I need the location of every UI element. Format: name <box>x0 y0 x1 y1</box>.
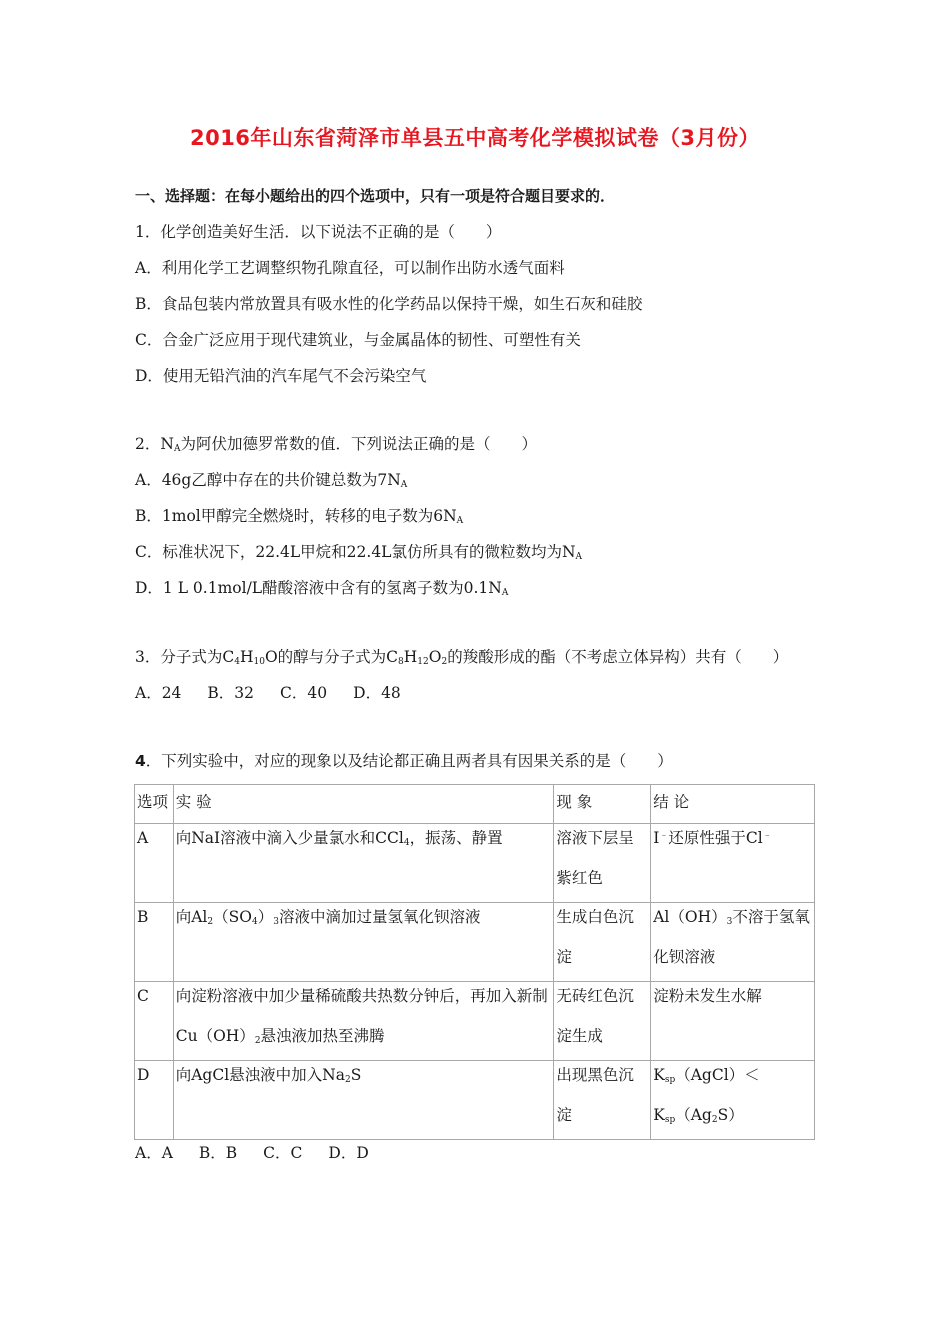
header-experiment: 实 验 <box>173 785 554 824</box>
question-1-option-c: C．合金广泛应用于现代建筑业，与金属晶体的韧性、可塑性有关 <box>135 331 581 349</box>
row-b-experiment: 向$Al_2(SO_4)_3$溶液中滴加过量氢氧化钡溶液 <box>173 903 554 982</box>
row-d-experiment: 向AgCl悬浊液中加入$Na_2S$ <box>173 1061 554 1140</box>
row-d-option: D <box>135 1061 174 1140</box>
row-c-option: C <box>135 982 174 1061</box>
section-heading: 一、选择题：在每小题给出的四个选项中，只有一项是符合题目要求的． <box>135 187 616 205</box>
row-d-conclusion: $K_{sp}(AgCl)<$ $K_{sp}(Ag_2S)$ <box>651 1061 815 1140</box>
header-option: 选项 <box>135 785 174 824</box>
question-2-stem: 2．$N_A$为阿伏加德罗常数的值．下列说法正确的是（ ） <box>135 435 537 454</box>
row-d-phenomenon: 出现黑色沉淀 <box>554 1061 651 1140</box>
header-phenomenon: 现 象 <box>554 785 651 824</box>
row-b-option: B <box>135 903 174 982</box>
row-c-conclusion: 淀粉未发生水解 <box>651 982 815 1061</box>
header-conclusion: 结 论 <box>651 785 815 824</box>
experiment-table <box>134 784 815 1140</box>
row-b-conclusion: $Al(OH)_3$不溶于氢氧化钡溶液 <box>651 903 815 982</box>
table-row <box>135 903 815 982</box>
question-1-option-a: A．利用化学工艺调整织物孔隙直径，可以制作出防水透气面料 <box>135 259 565 277</box>
table-row <box>135 1061 815 1140</box>
question-4-option-b: B．B <box>198 1144 238 1162</box>
question-1-option-d: D．使用无铅汽油的汽车尾气不会污染空气 <box>135 367 427 385</box>
page-title: 2016年山东省菏泽市单县五中高考化学模拟试卷（3月份） <box>189 126 761 150</box>
question-4-option-a: A．A <box>135 1144 173 1162</box>
question-4-option-d: D．D <box>328 1144 369 1162</box>
row-c-experiment: 向淀粉溶液中加少量稀硫酸共热数分钟后，再加入新制$Cu(OH)_2$悬浊液加热至沸腾 <box>173 982 554 1061</box>
question-4-stem: 4．下列实验中，对应的现象以及结论都正确且两者具有因果关系的是（ ） <box>135 752 673 770</box>
question-4-option-c: C．C <box>263 1144 303 1162</box>
question-3-option-b: B．32 <box>207 684 255 702</box>
row-b-phenomenon: 生成白色沉淀 <box>554 903 651 982</box>
question-2-option-c: C．标准状况下，22.4L甲烷和22.4L氯仿所具有的微粒数均为$N_A$ <box>135 543 583 562</box>
row-c-phenomenon: 无砖红色沉淀生成 <box>554 982 651 1061</box>
row-a-conclusion: I﹣还原性强于Cl﹣ <box>651 824 815 903</box>
question-1-stem: 1．化学创造美好生活．以下说法不正确的是（ ） <box>135 223 502 241</box>
question-2-option-a: A．46g乙醇中存在的共价键总数为$7N_A$ <box>135 471 408 490</box>
question-1-option-b: B．食品包装内常放置具有吸水性的化学药品以保持干燥，如生石灰和硅胶 <box>135 295 643 313</box>
question-3-option-c: C．40 <box>280 684 328 702</box>
question-3-option-a: A．24 <box>135 684 182 702</box>
row-a-phenomenon: 溶液下层呈紫红色 <box>554 824 651 903</box>
table-row <box>135 824 815 903</box>
question-2-option-d: D．1 L 0.1mol/L醋酸溶液中含有的氢离子数为$0.1N_A$ <box>135 579 509 598</box>
table-row <box>135 982 815 1061</box>
row-a-option: A <box>135 824 174 903</box>
question-2-option-b: B．1mol甲醇完全燃烧时，转移的电子数为$6N_A$ <box>135 507 464 526</box>
question-3-stem: 3．分子式为$C_4H_{10}O$的醇与分子式为$C_8H_{12}O_2$的羧酸形成的酯（不考虑立体异构）共有（ ） <box>135 648 789 667</box>
question-3-options <box>135 683 427 703</box>
row-a-experiment: 向NaI溶液中滴入少量氯水和CCl$_4$，振荡、静置 <box>173 824 554 903</box>
question-4-options <box>135 1143 395 1163</box>
question-3-option-d: D．48 <box>353 684 401 702</box>
